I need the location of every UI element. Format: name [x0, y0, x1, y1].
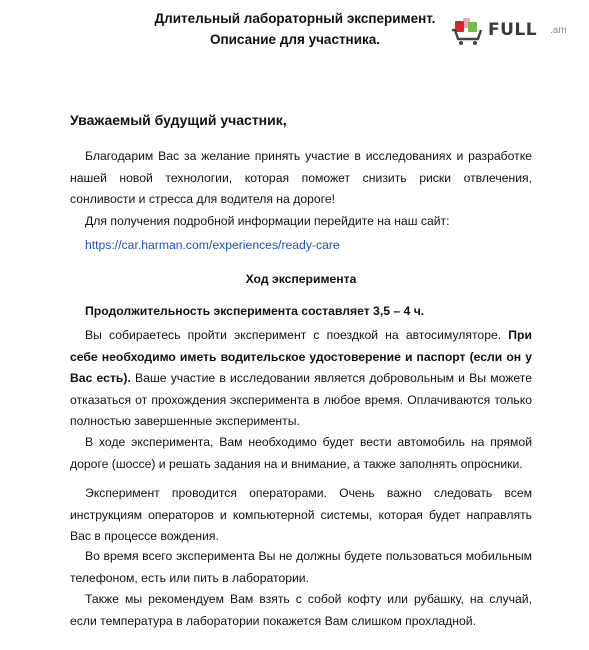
- document-title-line2: Описание для участника.: [209, 32, 381, 47]
- watermark-domain: .am: [550, 25, 567, 36]
- website-link[interactable]: https://car.harman.com/experiences/ready-care: [85, 238, 340, 252]
- document-title-line1: Длительный лабораторный эксперимент.: [154, 11, 436, 26]
- paragraph-clothing: Также мы рекомендуем Вам взять с собой кофту или рубашку, на случай, если температура в лаборатории покажется Вам слишком прохладной.: [70, 592, 532, 628]
- section-title: Ход эксперимента: [245, 272, 357, 286]
- paragraph-operators: Эксперимент проводится операторами. Очень важно следовать всем инструкциям операторов и компьютерной системы, которая будет направлять Вас в процессе вождения.: [70, 486, 532, 543]
- duration-text: Продолжительность эксперимента составляет 3,5 – 4 ч.: [85, 304, 425, 318]
- watermark-logo: [450, 16, 585, 46]
- cart-icon: [450, 16, 484, 46]
- paragraph-simulator-end: Ваше участие в исследовании является добровольным и Вы можете отказаться от прохождения эксперимента в любое время. Оплачиваются только полностью завершенные эксперименты.: [70, 371, 533, 428]
- greeting: Уважаемый будущий участник,: [70, 112, 287, 128]
- paragraph-simulator: [70, 325, 532, 433]
- paragraph-simulator-start: Вы собираетесь пройти эксперимент с поездкой на автосимуляторе.: [85, 328, 509, 342]
- paragraph-simulator-bold: При себе необходимо иметь водительское удостоверение и паспорт (если он у Вас есть).: [70, 328, 532, 385]
- intro-thanks: Благодарим Вас за желание принять участие в исследованиях и разработке нашей новой технологии, которая поможет снизить риски отвлечения, сонливости и стресса для водителя на дороге!: [70, 149, 532, 206]
- paragraph-driving: В ходе эксперимента, Вам необходимо будет вести автомобиль на прямой дороге (шоссе) и решать задания на и внимание, а также заполнять опросники.: [70, 435, 532, 471]
- watermark-brand: FULL: [488, 20, 538, 40]
- intro-info: Для получения подробной информации перейдите на наш сайт:: [85, 214, 450, 228]
- paragraph-phone: Во время всего эксперимента Вы не должны будете пользоваться мобильным телефоном, есть или пить в лаборатории.: [70, 549, 532, 585]
